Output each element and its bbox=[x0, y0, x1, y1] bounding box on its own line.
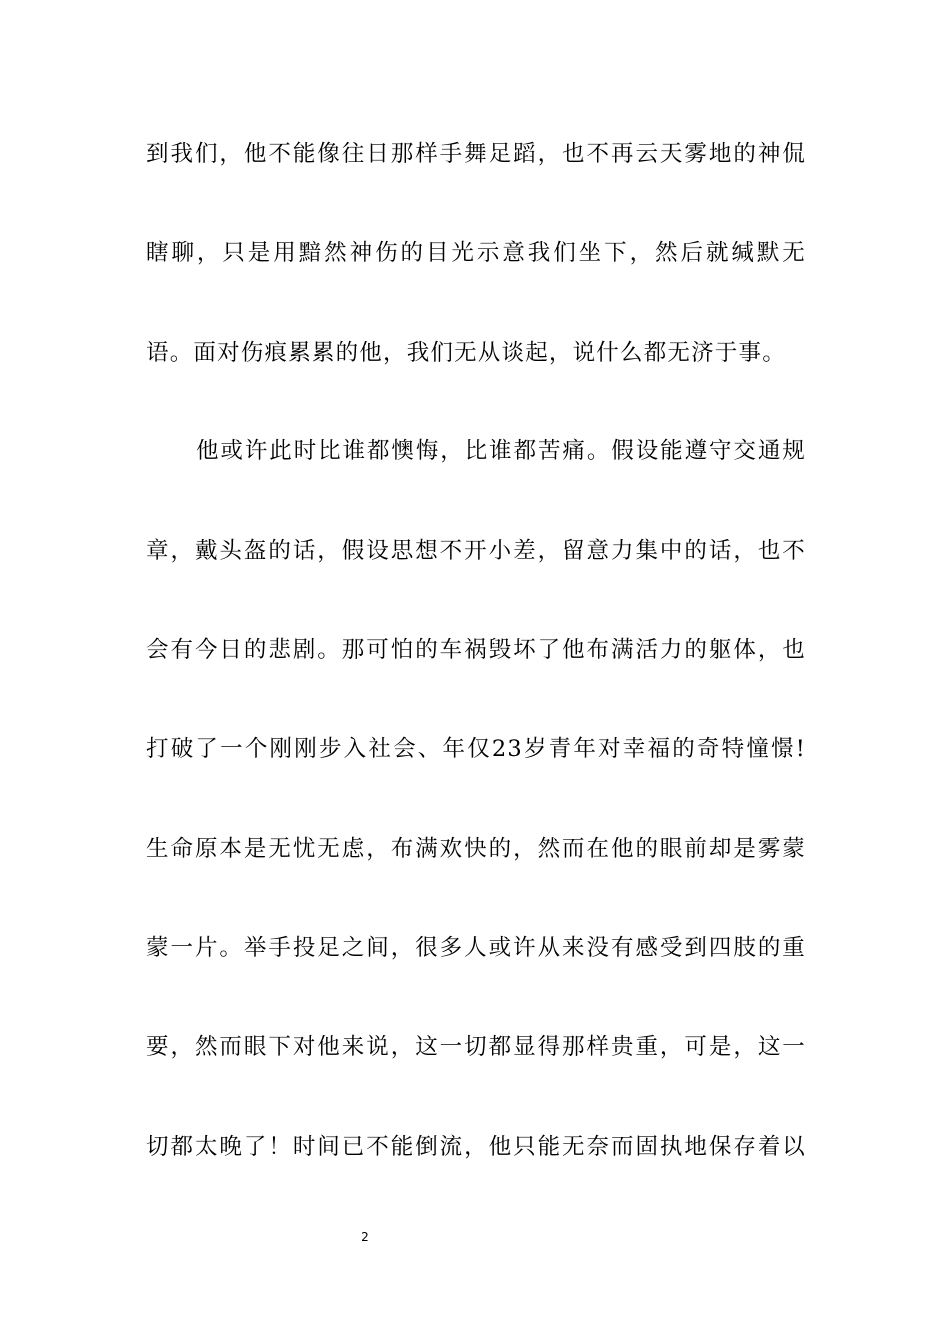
text-line-10: 要，然而眼下对他来说，这一切都显得那样贵重，可是，这一 bbox=[146, 1034, 806, 1060]
text-line-6: 会有今日的悲剧。那可怕的车祸毁坏了他布满活力的躯体，也 bbox=[146, 637, 806, 663]
text-line-8: 生命原本是无忧无虑，布满欢快的，然而在他的眼前却是雾蒙 bbox=[146, 836, 806, 862]
page-number: 2 bbox=[361, 1230, 369, 1244]
text-line-4: 他或许此时比谁都懊悔，比谁都苦痛。假设能遵守交通规 bbox=[196, 438, 806, 464]
text-line-9: 蒙一片。举手投足之间，很多人或许从来没有感受到四肢的重 bbox=[146, 935, 806, 961]
text-line-5: 章，戴头盔的话，假设思想不开小差，留意力集中的话，也不 bbox=[146, 538, 806, 564]
text-line-2: 瞎聊，只是用黯然神伤的目光示意我们坐下，然后就缄默无 bbox=[146, 240, 806, 266]
text-line-3: 语。面对伤痕累累的他，我们无从谈起，说什么都无济于事。 bbox=[146, 340, 786, 366]
text-line-1: 到我们，他不能像往日那样手舞足蹈，也不再云天雾地的神侃 bbox=[146, 141, 806, 167]
text-line-11: 切都太晚了！时间已不能倒流，他只能无奈而固执地保存着以 bbox=[146, 1134, 806, 1160]
text-line-7: 打破了一个刚刚步入社会、年仅23岁青年对幸福的奇特憧憬! bbox=[146, 736, 806, 762]
